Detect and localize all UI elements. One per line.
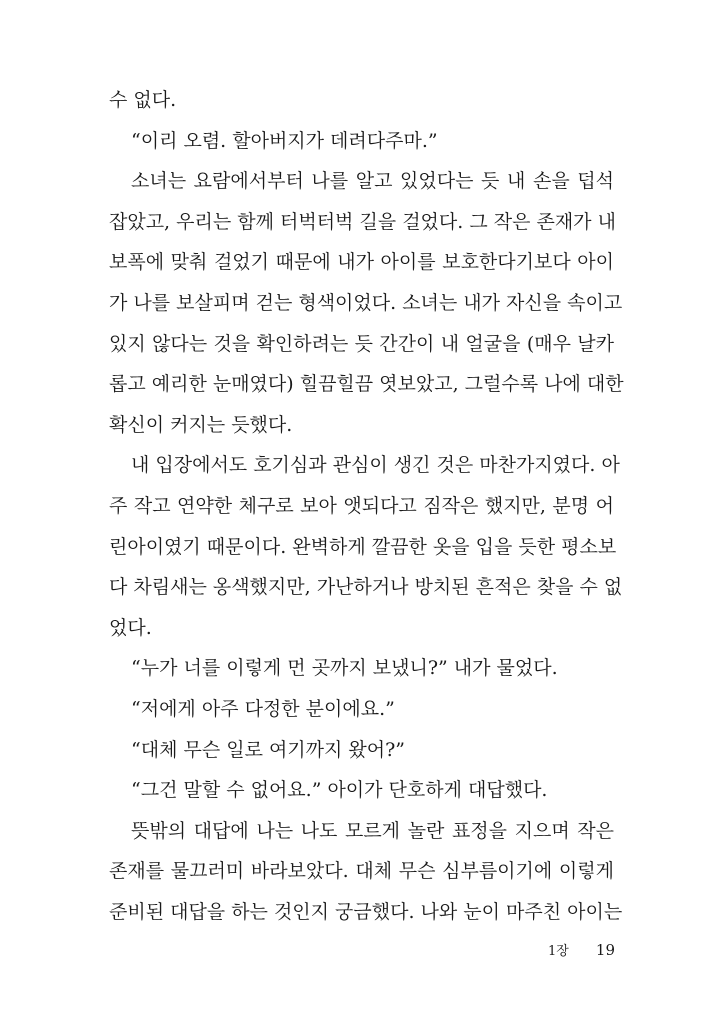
text-line: 있지 않다는 것을 확인하려는 듯 간간이 내 얼굴을 (매우 날카 bbox=[109, 332, 614, 355]
text-line: 보폭에 맞춰 걸었기 때문에 내가 아이를 보호한다기보다 아이 bbox=[109, 251, 614, 274]
text-line: 존재를 물끄러미 바라보았다. 대체 무슨 심부름이기에 이렇게 bbox=[109, 860, 614, 883]
text-line: 주 작고 연약한 체구로 보아 앳되다고 짐작은 했지만, 분명 어 bbox=[109, 494, 614, 517]
text-line: “누가 너를 이렇게 먼 곳까지 보냈니?” 내가 물었다. bbox=[131, 657, 558, 680]
text-line: 소녀는 요람에서부터 나를 알고 있었다는 듯 내 손을 덥석 bbox=[131, 170, 614, 193]
text-line: 었다. bbox=[109, 616, 152, 639]
text-line: 내 입장에서도 호기심과 관심이 생긴 것은 마찬가지였다. 아 bbox=[131, 454, 620, 477]
page-number: 19 bbox=[595, 941, 615, 959]
text-line: 잡았고, 우리는 함께 터벅터벅 길을 걸었다. 그 작은 존재가 내 bbox=[109, 210, 616, 233]
text-line: 수 없다. bbox=[109, 89, 177, 111]
text-line: 뜻밖의 대답에 나는 나도 모르게 놀란 표정을 지으며 작은 bbox=[131, 819, 614, 842]
text-line: 다 차림새는 옹색했지만, 가난하거나 방치된 흔적은 찾을 수 없 bbox=[109, 576, 623, 599]
text-line: 가 나를 보살피며 걷는 형색이었다. 소녀는 내가 자신을 속이고 bbox=[109, 291, 623, 314]
text-line: “그건 말할 수 없어요.” 아이가 단호하게 대답했다. bbox=[131, 779, 548, 802]
text-line: 린아이였기 때문이다. 완벽하게 깔끔한 옷을 입을 듯한 평소보 bbox=[109, 535, 617, 558]
chapter-label: 1장 bbox=[547, 944, 569, 959]
body-text bbox=[109, 80, 624, 932]
text-line: 확신이 커지는 듯했다. bbox=[109, 413, 293, 436]
text-line: “저에게 아주 다정한 분이에요.” bbox=[131, 697, 395, 720]
text-line: 준비된 대답을 하는 것인지 궁금했다. 나와 눈이 마주친 아이는 bbox=[109, 900, 623, 923]
page-footer bbox=[548, 940, 615, 959]
text-line: 롭고 예리한 눈매였다) 힐끔힐끔 엿보았고, 그럴수록 나에 대한 bbox=[109, 373, 624, 396]
text-line: “대체 무슨 일로 여기까지 왔어?” bbox=[131, 738, 406, 761]
text-line: “이리 오렴. 할아버지가 데려다주마.” bbox=[131, 129, 438, 152]
